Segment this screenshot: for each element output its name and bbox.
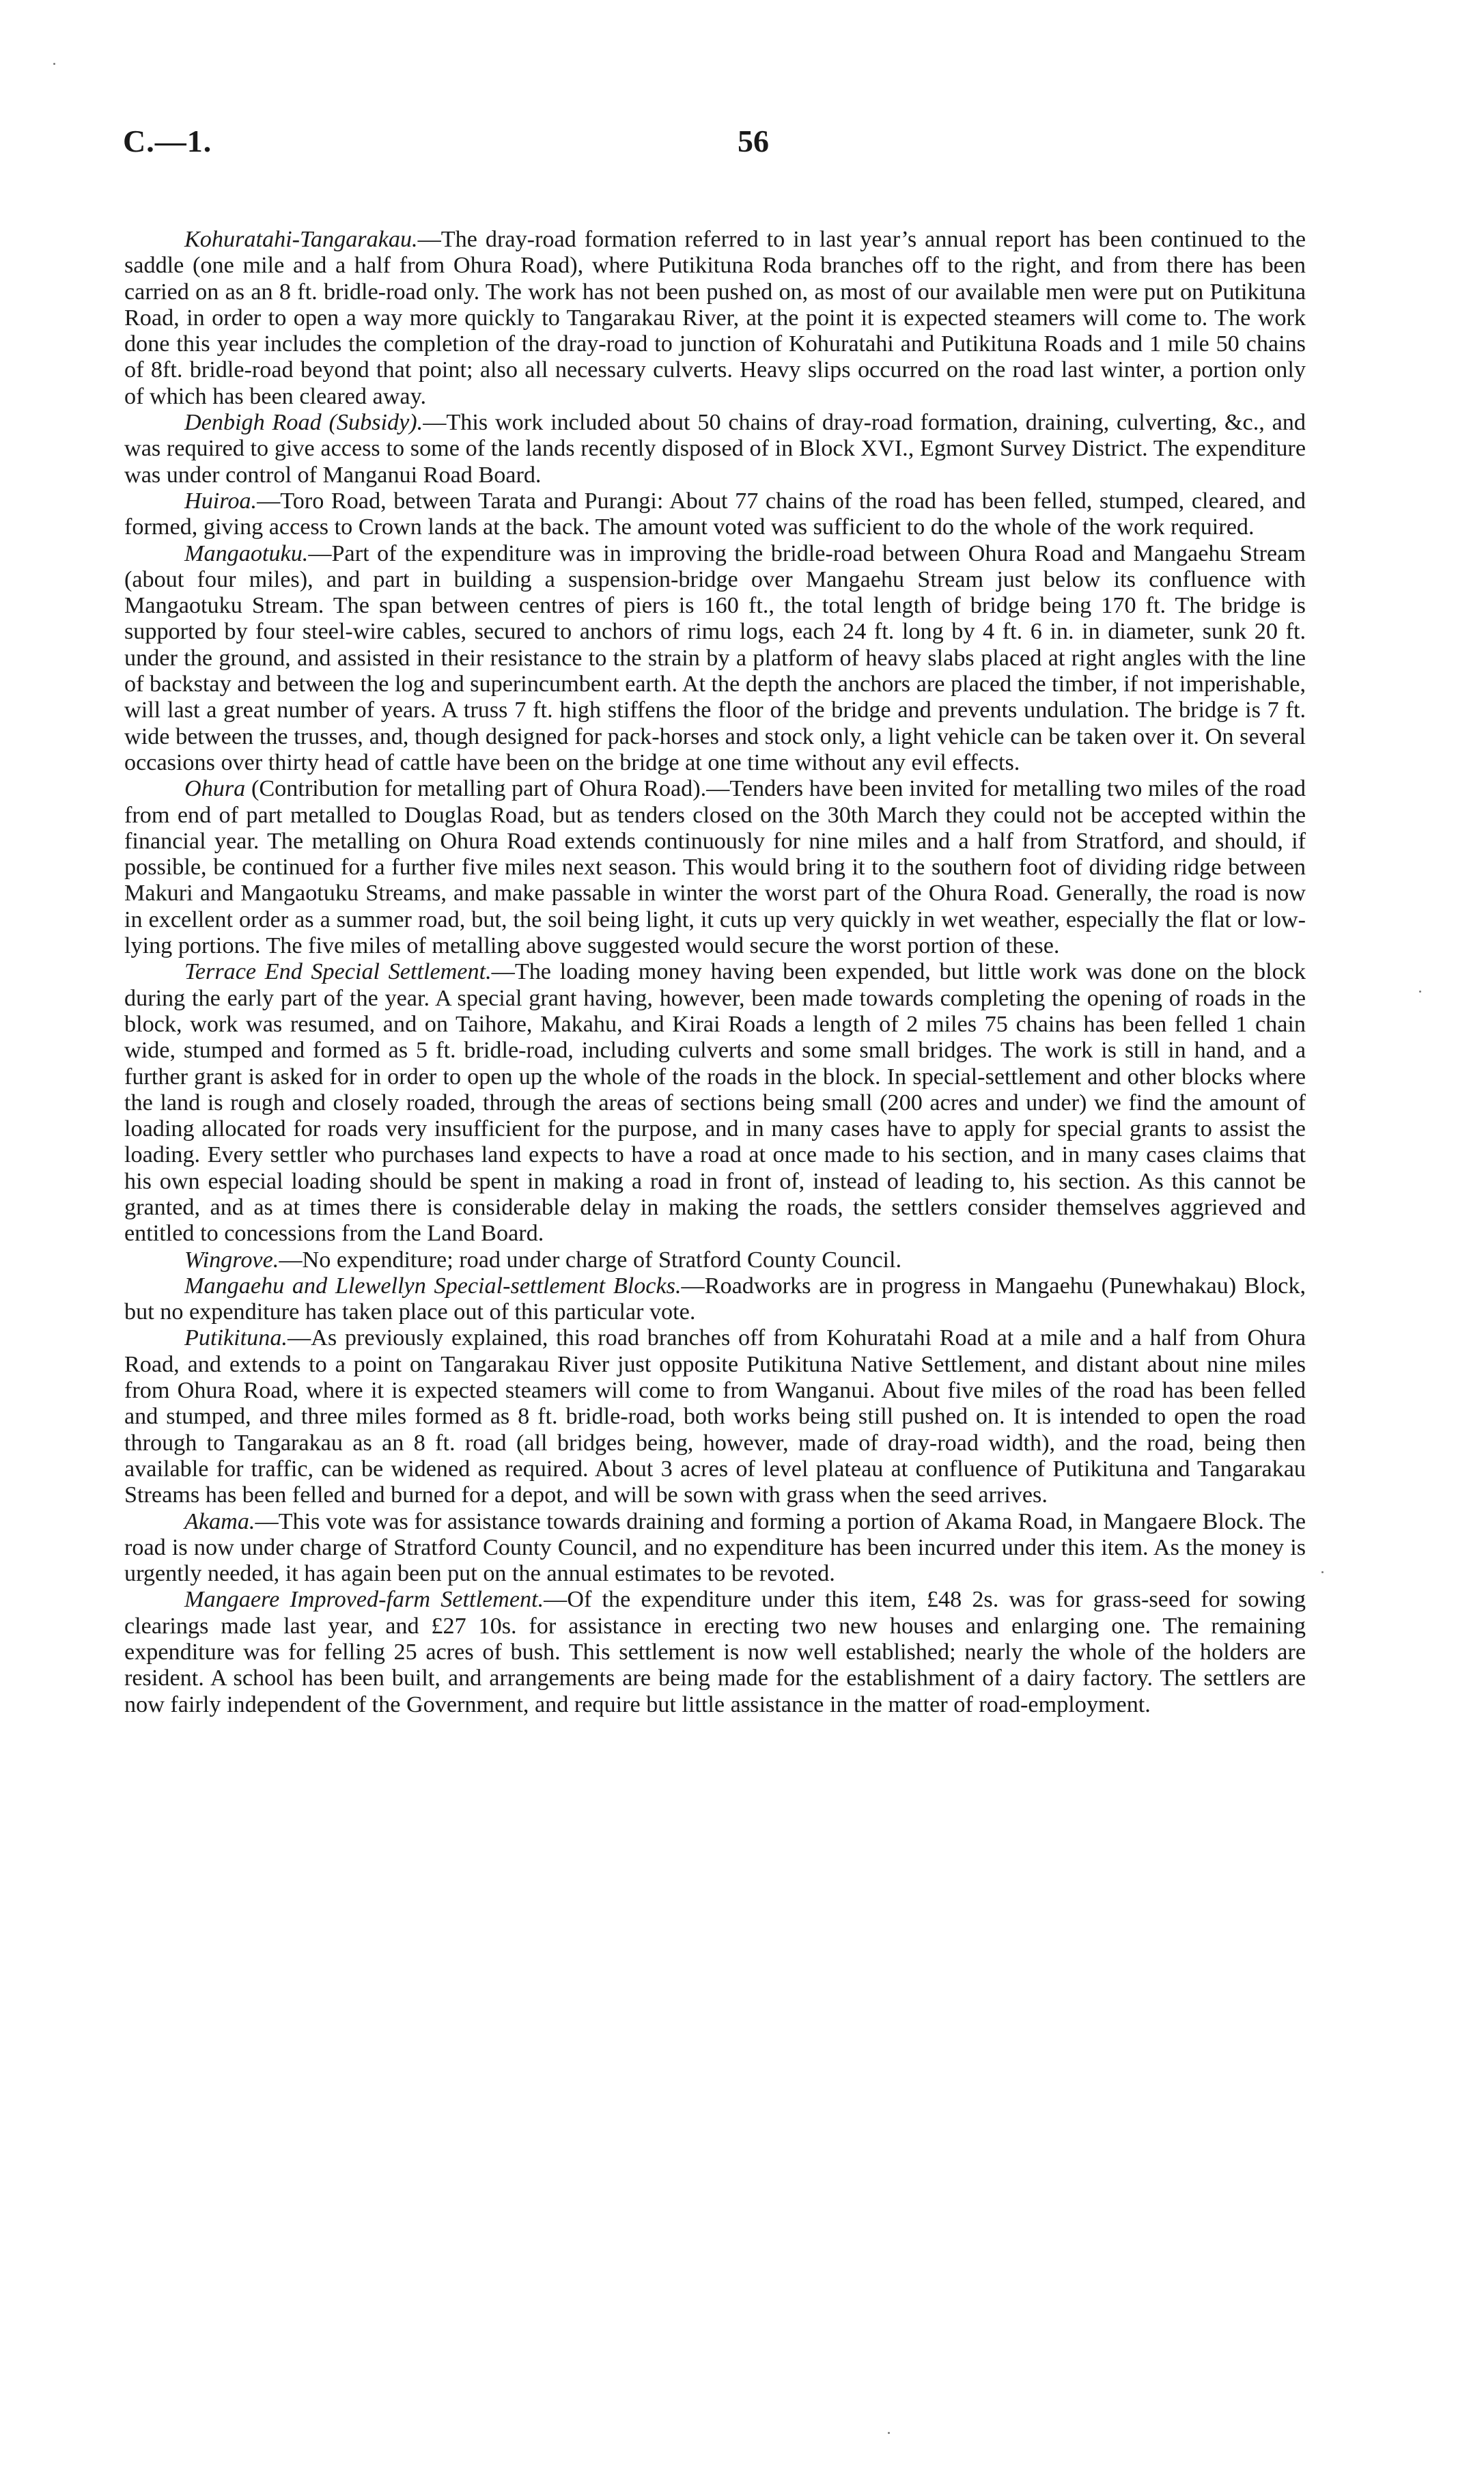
paragraph-wingrove (124, 1247, 1306, 1273)
scan-speck (1321, 1571, 1324, 1573)
paragraph-akama (124, 1509, 1306, 1588)
paragraph-mangaehu-llewellyn (124, 1273, 1306, 1326)
paragraph-heading: Ohura (184, 776, 246, 802)
paragraph-heading: Terrace End Special Settlement. (184, 959, 492, 985)
paragraph-heading: Akama. (184, 1508, 255, 1534)
paragraph-text: —The dray-road formation referred to in last year’s annual report has been continued to the saddle (one mile and a half from Ohura Road), where Putikituna Roda branches off to the right, and from there has been carried on as an 8 ft. bridle-road only. The work has not been pushed on, as most of our available men were put on Putikituna Road, in order to open a way more quickly to Tangarakau River, at the point it is expected steamers will come to. The work done this year includes the completion of the dray-road to junction of Kohuratahi and Putikituna Roads and 1 mile 50 chains of 8ft. bridle-road beyond that point; also all necessary culverts. Heavy slips occurred on the road last winter, a portion only of which has been cleared away. (124, 227, 1306, 409)
scan-speck (1419, 991, 1421, 993)
paragraph-heading: Denbigh Road (Subsidy). (184, 410, 423, 436)
paragraph-mangaotuku (124, 541, 1306, 777)
paragraph-heading: Putikituna. (184, 1325, 288, 1351)
paragraph-heading: Huiroa. (184, 488, 257, 514)
paragraph-text: —The loading money having been expended, but little work was done on the block during the early part of the year. A special grant having, however, been made towards completing the opening of roads in the block, work was resumed, and on Taihore, Makahu, and Kirai Roads a length of 2 miles 75 chains has been felled 1 chain wide, stumped and formed as 5 ft. bridle-road, including culverts and some small bridges. The work is still in hand, and a further grant is asked for in order to open up the whole of the roads in the block. In special-settlement and other blocks where the land is rough and closely roaded, through the areas of sections being small (200 acres and under) we find the amount of loading allocated for roads very insufficient for the purpose, and in many cases have to apply for special grants to assist the loading. Every settler who purchases land expects to have a road at once made to his section, and in many cases claims that his own especial loading should be spent in making a road in front of, instead of leading to, his section. As this cannot be granted, and as at times there is considerable delay in making the roads, the settlers consider themselves aggrieved and entitled to concessions from the Land Board. (124, 959, 1306, 1247)
page-number: 56 (738, 124, 769, 158)
paragraph-text: —As previously explained, this road branches off from Kohuratahi Road at a mile and a half from Ohura Road, and extends to a point on Tangarakau River just opposite Putikituna Native Settlement, and distant about nine miles from Ohura Road, where it is expected steamers will come to from Wanganui. About five miles of the road has been felled and stumped, and three miles formed as 8 ft. bridle-road, both works being still pushed on. It is intended to open the road through to Tangarakau as an 8 ft. road (all bridges being, however, made of dray-road width), and the road, being then available for traffic, can be widened as required. About 3 acres of level plateau at confluence of Putikituna and Tangarakau Streams has been felled and burned for a depot, and will be sown with grass when the seed arrives. (124, 1325, 1306, 1508)
paragraph-heading: Wingrove. (184, 1247, 279, 1273)
paragraph-text: —No expenditure; road under charge of Stratford County Council. (279, 1247, 902, 1273)
paragraph-ohura (124, 776, 1306, 959)
paragraph-text: —Toro Road, between Tarata and Purangi: About 77 chains of the road has been felled, stumped, cleared, and formed, giving access to Crown lands at the back. The amount voted was sufficient to do the whole of the work required. (124, 488, 1306, 540)
paragraph-text: —Part of the expenditure was in improving the bridle-road between Ohura Road and Mangaehu Stream (about four miles), and part in building a suspension-bridge over Mangaehu Stream just below its confluence with Mangaotuku Stream. The span between centres of piers is 160 ft., the total length of bridge being 170 ft. The bridge is supported by four steel-wire cables, secured to anchors of rimu logs, each 24 ft. long by 4 ft. 6 in. in diameter, sunk 20 ft. under the ground, and assisted in their resistance to the strain by a platform of heavy slabs placed at right angles with the line of backstay and between the log and superincumbent earth. At the depth the anchors are placed the timber, if not imperishable, will last a great number of years. A truss 7 ft. high stiffens the floor of the bridge and prevents undulation. The bridge is 7 ft. wide between the trusses, and, though designed for pack-horses and stock only, a light vehicle can be taken over it. On several occasions over thirty head of cattle have been on the bridge at one time without any evil effects. (124, 540, 1306, 775)
page-header (123, 123, 1361, 164)
paragraph-heading: Kohuratahi-Tangarakau. (184, 227, 418, 252)
paragraph-heading: Mangaotuku. (184, 540, 309, 566)
paragraph-heading: Mangaehu and Llewellyn Special-settlement Blocks. (184, 1273, 682, 1299)
paragraph-putikituna (124, 1325, 1306, 1508)
scan-speck (888, 2432, 890, 2434)
paragraph-kohuratahi-tangarakau (124, 227, 1306, 410)
scan-speck (53, 63, 55, 65)
document-reference: C.—1. (123, 124, 212, 158)
paragraph-text: —Of the expenditure under this item, £48 2s. was for grass-seed for sowing clearings made last year, and £27 10s. for assistance in erecting two new houses and enlarging one. The remaining expenditure was for felling 25 acres of bush. This settlement is now well established; nearly the whole of the holders are resident. A school has been built, and arrangements are being made for the establishment of a dairy factory. The settlers are now fairly independent of the Government, and require but little assistance in the matter of road-employment. (124, 1587, 1306, 1717)
paragraph-huiroa (124, 488, 1306, 541)
paragraph-terrace-end (124, 959, 1306, 1247)
report-body (124, 227, 1306, 1718)
paragraph-heading: Mangaere Improved-farm Settlement. (184, 1587, 544, 1613)
paragraph-text: —This work included about 50 chains of dray-road formation, draining, culverting, &c., and was required to give access to some of the lands recently disposed of in Block XVI., Egmont Survey District. The expenditure was under control of Manganui Road Board. (124, 410, 1306, 488)
paragraph-mangaere (124, 1587, 1306, 1717)
paragraph-denbigh-road (124, 410, 1306, 488)
paragraph-text: (Contribution for metalling part of Ohura Road).—Tenders have been invited for metalling two miles of the road from end of part metalled to Douglas Road, but as tenders closed on the 30th March they could not be accepted within the financial year. The metalling on Ohura Road extends continuously for nine miles and a half from Stratford, and should, if possible, be continued for a further five miles next season. This would bring it to the southern foot of dividing ridge between Makuri and Mangaotuku Streams, and make passable in winter the worst part of the Ohura Road. Generally, the road is now in excellent order as a summer road, but, the soil being light, it cuts up very quickly in wet weather, especially the flat or low-lying portions. The five miles of metalling above suggested would secure the worst portion of these. (124, 776, 1306, 959)
paragraph-text: —Roadworks are in progress in Mangaehu (Punewhakau) Block, but no expenditure has taken place out of this particular vote. (124, 1273, 1306, 1325)
paragraph-text: —This vote was for assistance towards draining and forming a portion of Akama Road, in Mangaere Block. The road is now under charge of Stratford County Council, and no expenditure has been incurred under this item. As the money is urgently needed, it has again been put on the annual estimates to be revoted. (124, 1508, 1306, 1587)
